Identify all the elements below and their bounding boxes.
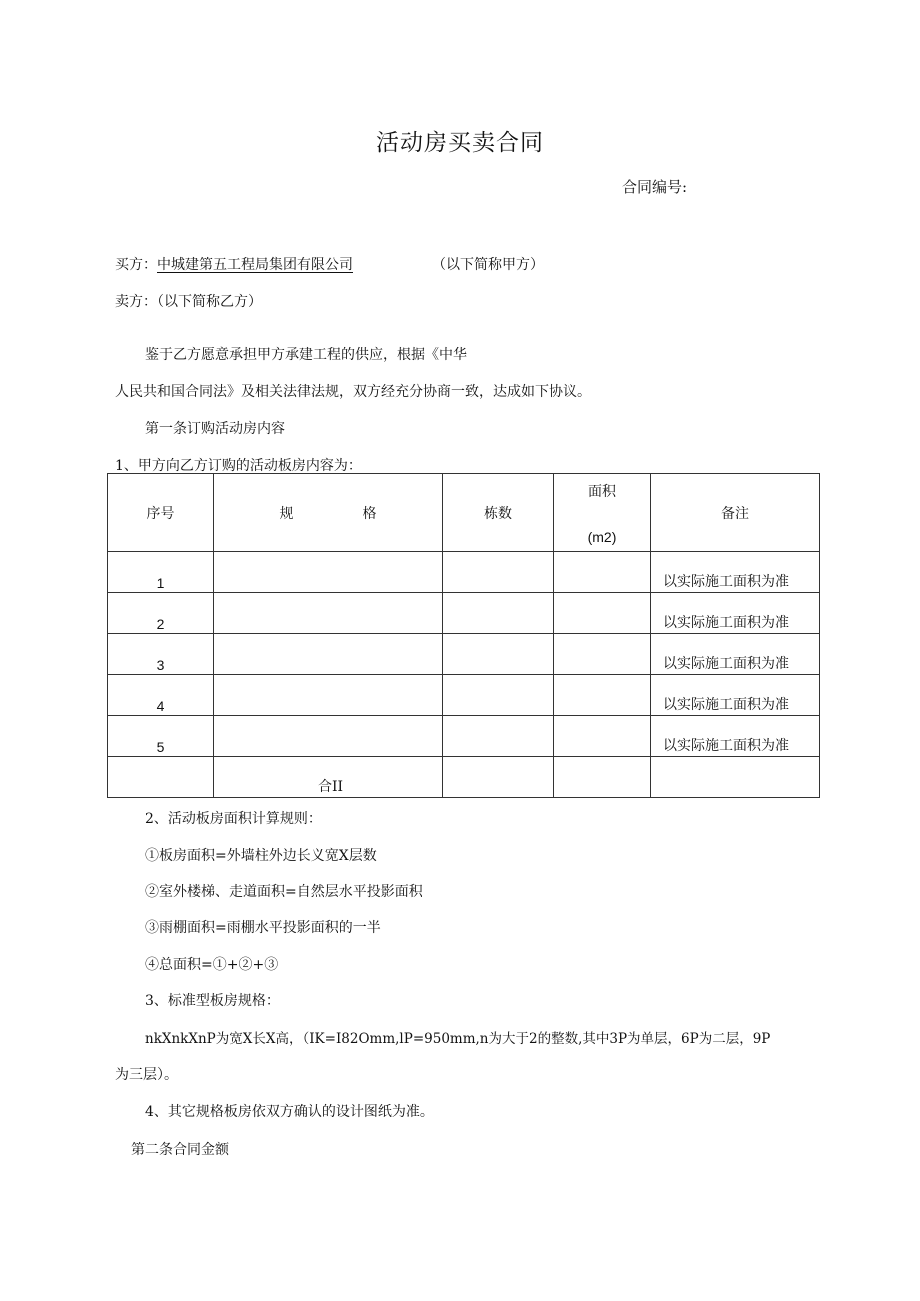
header-spec [214, 474, 443, 552]
buyer-line [115, 254, 353, 274]
row-count [443, 634, 554, 675]
header-spec-a: 规 [279, 505, 294, 522]
row-note: 以实际施工面积为准 [651, 593, 820, 634]
total-area [554, 757, 651, 798]
row-area [554, 675, 651, 716]
row-note: 以实际施工面积为准 [651, 552, 820, 593]
article-2-heading: 第二条合同金额 [131, 1142, 229, 1158]
contract-number-label: 合同编号: [622, 178, 688, 196]
buyer-alias: （以下简称甲方） [432, 257, 544, 273]
table-row [108, 634, 820, 675]
row-no: 2 [108, 593, 214, 634]
spec-line-2: 为三层）。 [115, 1067, 178, 1083]
table-row [108, 675, 820, 716]
rule-2: ②室外楼梯、走道面积=自然层水平投影面积 [145, 884, 423, 900]
row-no: 1 [108, 552, 214, 593]
item-4: 4、其它规格板房依双方确认的设计图纸为准。 [145, 1104, 434, 1120]
rule-3: ③雨棚面积=雨棚水平投影面积的一半 [145, 920, 381, 936]
total-note [651, 757, 820, 798]
row-no: 4 [108, 675, 214, 716]
seller-alias: （以下简称乙方） [157, 294, 262, 310]
row-spec [214, 675, 443, 716]
row-count [443, 716, 554, 757]
header-area [554, 474, 651, 552]
buyer-label: 买方： [115, 257, 157, 273]
total-label: 合II [214, 757, 443, 798]
row-area [554, 634, 651, 675]
table-row [108, 593, 820, 634]
header-note: 备注 [651, 474, 820, 552]
header-spec-b: 格 [362, 505, 377, 522]
row-spec [214, 552, 443, 593]
row-spec [214, 593, 443, 634]
row-count [443, 675, 554, 716]
seller-label: 卖方： [115, 294, 157, 310]
table-total-row [108, 757, 820, 798]
table-header-row [108, 474, 820, 552]
row-area [554, 716, 651, 757]
header-no: 序号 [108, 474, 214, 552]
item-2-heading: 2、活动板房面积计算规则： [145, 811, 322, 827]
preamble-line-1: 鉴于乙方愿意承担甲方承建工程的供应，根据《中华 [145, 347, 467, 363]
item-1-heading: 1、甲方向乙方订购的活动板房内容为： [115, 458, 362, 474]
seller-line [115, 291, 262, 311]
row-note: 以实际施工面积为准 [651, 634, 820, 675]
table-row [108, 716, 820, 757]
header-area-unit: (m2) [587, 528, 617, 545]
row-count [443, 552, 554, 593]
row-area [554, 552, 651, 593]
row-no: 3 [108, 634, 214, 675]
item-3-heading: 3、标准型板房规格： [145, 993, 280, 1009]
spec-line-1: nkXnkXnP为宽X长X高，（IK=I82Omm,lP=950mm,n为大于2的整数,其中3P为单层，6P为二层，9P [145, 1031, 771, 1047]
preamble-line-2: 人民共和国合同法》及相关法律法规，双方经充分协商一致，达成如下协议。 [115, 384, 591, 400]
article-1-heading: 第一条订购活动房内容 [145, 421, 285, 437]
rule-1: ①板房面积=外墙柱外边长义宽X层数 [145, 848, 377, 864]
row-spec [214, 716, 443, 757]
row-spec [214, 634, 443, 675]
row-area [554, 593, 651, 634]
row-no: 5 [108, 716, 214, 757]
total-count [443, 757, 554, 798]
row-note: 以实际施工面积为准 [651, 716, 820, 757]
header-area-a: 面积 [588, 483, 616, 500]
row-note: 以实际施工面积为准 [651, 675, 820, 716]
header-count: 栋数 [443, 474, 554, 552]
page-title: 活动房买卖合同 [376, 130, 544, 156]
buyer-name: 中城建第五工程局集团有限公司 [157, 257, 353, 273]
order-table [107, 473, 820, 798]
row-count [443, 593, 554, 634]
table-row [108, 552, 820, 593]
rule-4: ④总面积=①+②+③ [145, 957, 279, 973]
total-empty-cell [108, 757, 214, 798]
